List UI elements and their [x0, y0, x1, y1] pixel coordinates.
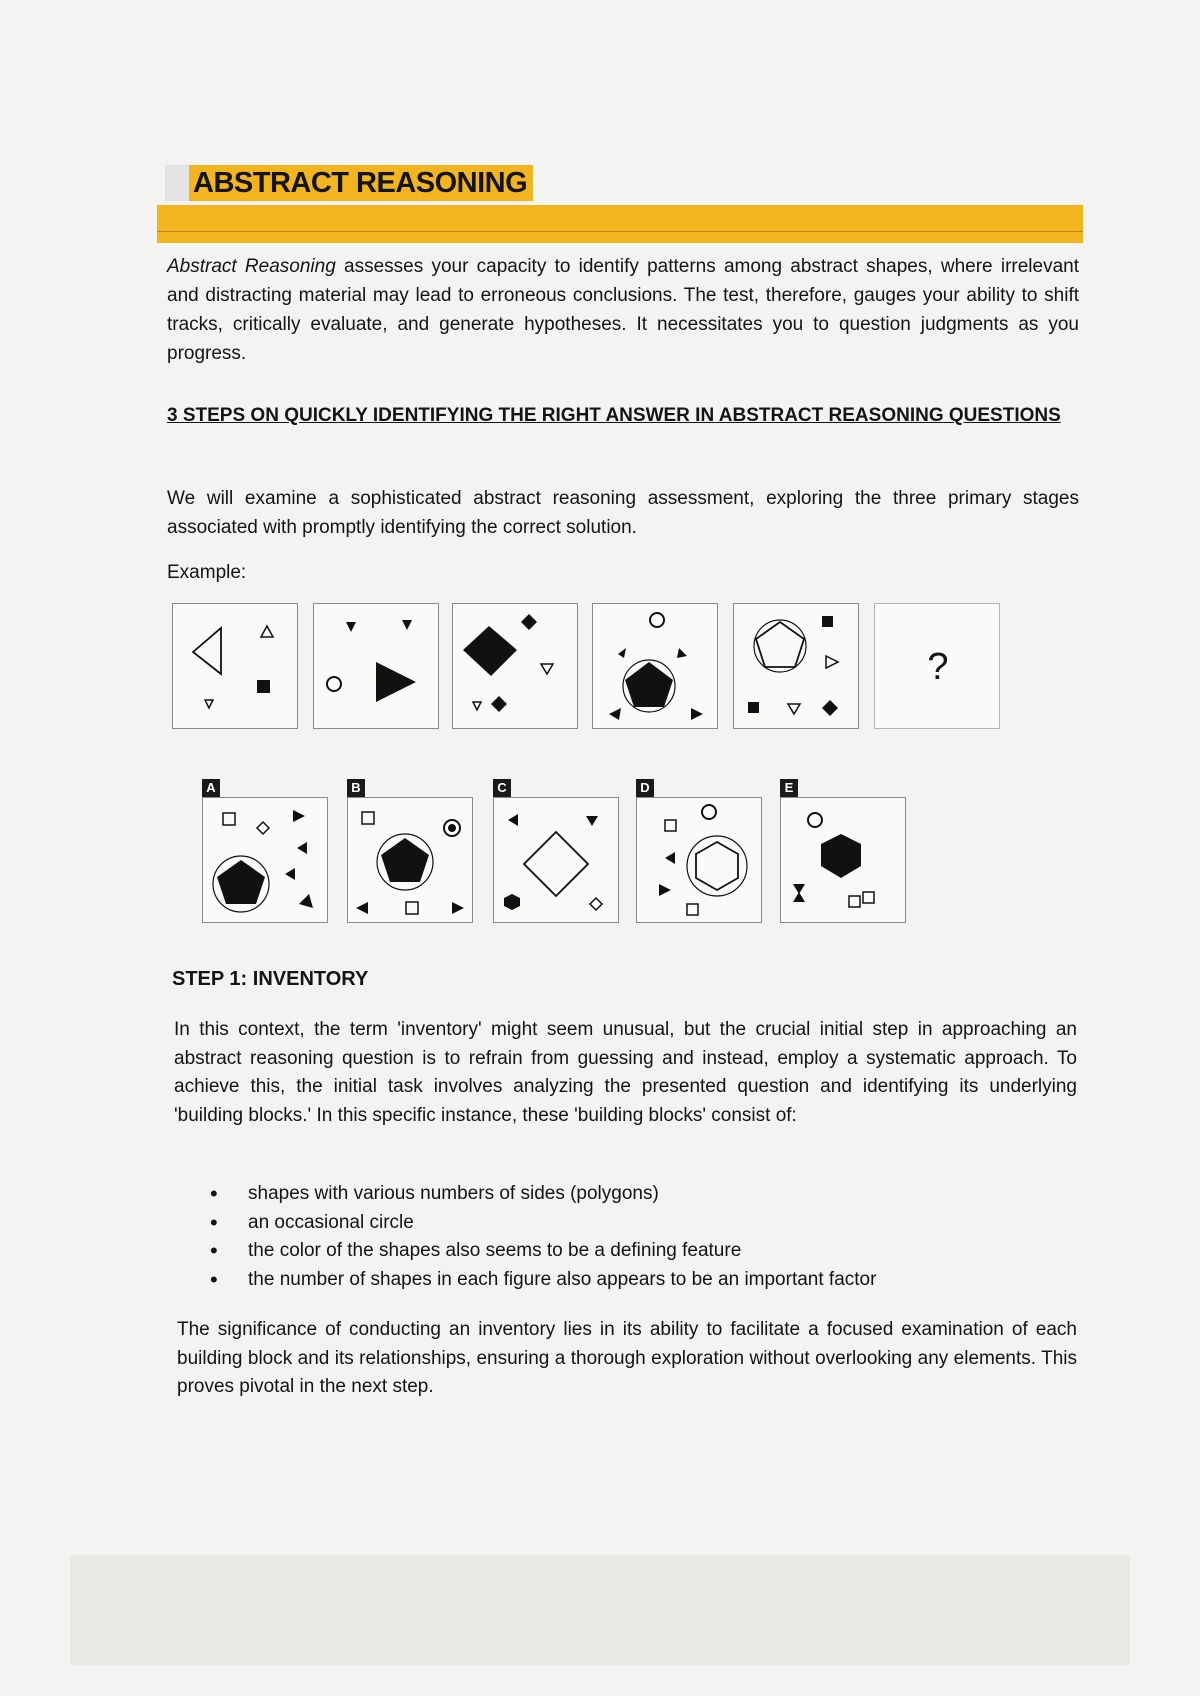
- square-filled: [822, 616, 833, 627]
- square-outline: [863, 892, 874, 903]
- title-banner-bar: [157, 205, 1083, 243]
- triangle-filled: [297, 842, 307, 854]
- triangle-filled: [285, 868, 295, 880]
- option-figure-c[interactable]: [493, 797, 619, 923]
- question-mark: ?: [927, 645, 949, 688]
- option-figure-a[interactable]: [202, 797, 328, 923]
- pentagon-filled: [217, 860, 265, 904]
- option-label-d: D: [636, 779, 654, 797]
- pentagon-filled: [625, 662, 673, 707]
- square-outline: [223, 813, 235, 825]
- triangle-filled: [691, 708, 703, 720]
- pentagon-filled: [381, 838, 429, 882]
- intro-italic-lead: Abstract Reasoning: [167, 256, 336, 277]
- triangle-filled: [677, 648, 687, 658]
- triangle-filled: [793, 892, 805, 902]
- square-outline: [665, 820, 676, 831]
- option-label-b: B: [347, 779, 365, 797]
- triangle-filled-large: [376, 662, 416, 702]
- triangle-filled: [609, 708, 621, 720]
- circle-dot: [448, 824, 456, 832]
- square-outline: [849, 896, 860, 907]
- circle-outline: [702, 805, 716, 819]
- diamond-filled: [822, 700, 838, 716]
- circle-outline: [327, 677, 341, 691]
- step1-closing-paragraph: The significance of conducting an inventory lies in its ability to facilitate a focused examination of each building block and its relationships, ensuring a thorough exploration without overlooking any elements. This proves pivotal in the next step.: [177, 1319, 1077, 1397]
- triangle-filled: [452, 902, 464, 914]
- circle-outline-large: [754, 620, 806, 672]
- triangle-outline: [826, 656, 838, 668]
- page-bottom-shadow: [70, 1555, 1130, 1665]
- square-outline: [406, 902, 418, 914]
- pentagon-outline: [756, 622, 804, 667]
- triangle-filled: [508, 814, 518, 826]
- diamond-outline: [257, 822, 269, 834]
- diamond-filled-small: [491, 696, 507, 712]
- triangle-outline: [788, 704, 800, 714]
- triangle-filled: [299, 894, 313, 908]
- steps-heading: 3 STEPS ON QUICKLY IDENTIFYING THE RIGHT ANSWER IN ABSTRACT REASONING QUESTIONS: [167, 405, 1061, 426]
- triangle-filled: [665, 852, 675, 864]
- question-figure-missing: [874, 603, 1000, 729]
- triangle-filled: [659, 884, 671, 896]
- section-title: ABSTRACT REASONING: [165, 165, 533, 201]
- question-figure-1: [172, 603, 298, 729]
- list-item: • the number of shapes in each figure also appears to be an important factor: [210, 1266, 876, 1295]
- triangle-filled-small: [346, 622, 356, 632]
- steps-intro-paragraph: We will examine a sophisticated abstract reasoning assessment, exploring the three primary stages associated with promptly identifying the correct solution.: [167, 488, 1079, 538]
- triangle-filled: [356, 902, 368, 914]
- question-figure-2: [313, 603, 439, 729]
- option-label-c: C: [493, 779, 511, 797]
- option-figure-e[interactable]: [780, 797, 906, 923]
- square-filled: [748, 702, 759, 713]
- question-figure-4: [592, 603, 718, 729]
- step1-paragraph: In this context, the term 'inventory' might seem unusual, but the crucial initial step in approaching an abstract reasoning question is to refrain from guessing and instead, employ a systematic approach. To achieve this, the initial task involves analyzing the presented question and identifying its underlying 'building blocks.' In this specific instance, these 'building blocks' consist of:: [174, 1019, 1077, 1126]
- square-outline: [362, 812, 374, 824]
- intro-text: assesses your capacity to identify patterns among abstract shapes, where irrelevant and distracting material may lead to erroneous conclusions. The test, therefore, gauges your ability to shift tracks, critically evaluate, and generate hypotheses. It necessitates you to question judgments as you progress.: [167, 256, 1079, 364]
- intro-paragraph: [167, 252, 1079, 368]
- circle-outline: [650, 613, 664, 627]
- triangle-outline-small: [261, 626, 273, 637]
- triangle-outline: [541, 664, 553, 674]
- triangle-outline: [473, 702, 481, 710]
- step1-heading: STEP 1: INVENTORY: [172, 968, 369, 990]
- building-blocks-list: [210, 1180, 876, 1294]
- option-label-e: E: [780, 779, 798, 797]
- square-outline: [687, 904, 698, 915]
- option-figure-d[interactable]: [636, 797, 762, 923]
- question-figure-5: [733, 603, 859, 729]
- circle-outline: [808, 813, 822, 827]
- triangle-filled: [586, 816, 598, 826]
- option-label-a: A: [202, 779, 220, 797]
- diamond-filled-large: [463, 626, 517, 676]
- hexagon-filled: [821, 834, 861, 878]
- example-label: Example:: [167, 562, 247, 583]
- triangle-outline-down: [205, 700, 213, 708]
- diamond-outline-large: [524, 832, 588, 896]
- hexagon-outline: [696, 842, 738, 890]
- triangle-filled: [293, 810, 305, 822]
- list-item: • the color of the shapes also seems to be a defining feature: [210, 1237, 876, 1266]
- diamond-outline: [590, 898, 602, 910]
- triangle-filled: [618, 648, 626, 658]
- list-item: • shapes with various numbers of sides (polygons): [210, 1180, 876, 1209]
- triangle-outline-large: [193, 628, 221, 674]
- square-filled: [257, 680, 270, 693]
- question-figure-3: [452, 603, 578, 729]
- hexagon-filled-small: [504, 894, 520, 910]
- diamond-filled-small: [521, 614, 537, 630]
- option-figure-b[interactable]: [347, 797, 473, 923]
- triangle-filled-small: [402, 620, 412, 630]
- list-item: • an occasional circle: [210, 1209, 876, 1238]
